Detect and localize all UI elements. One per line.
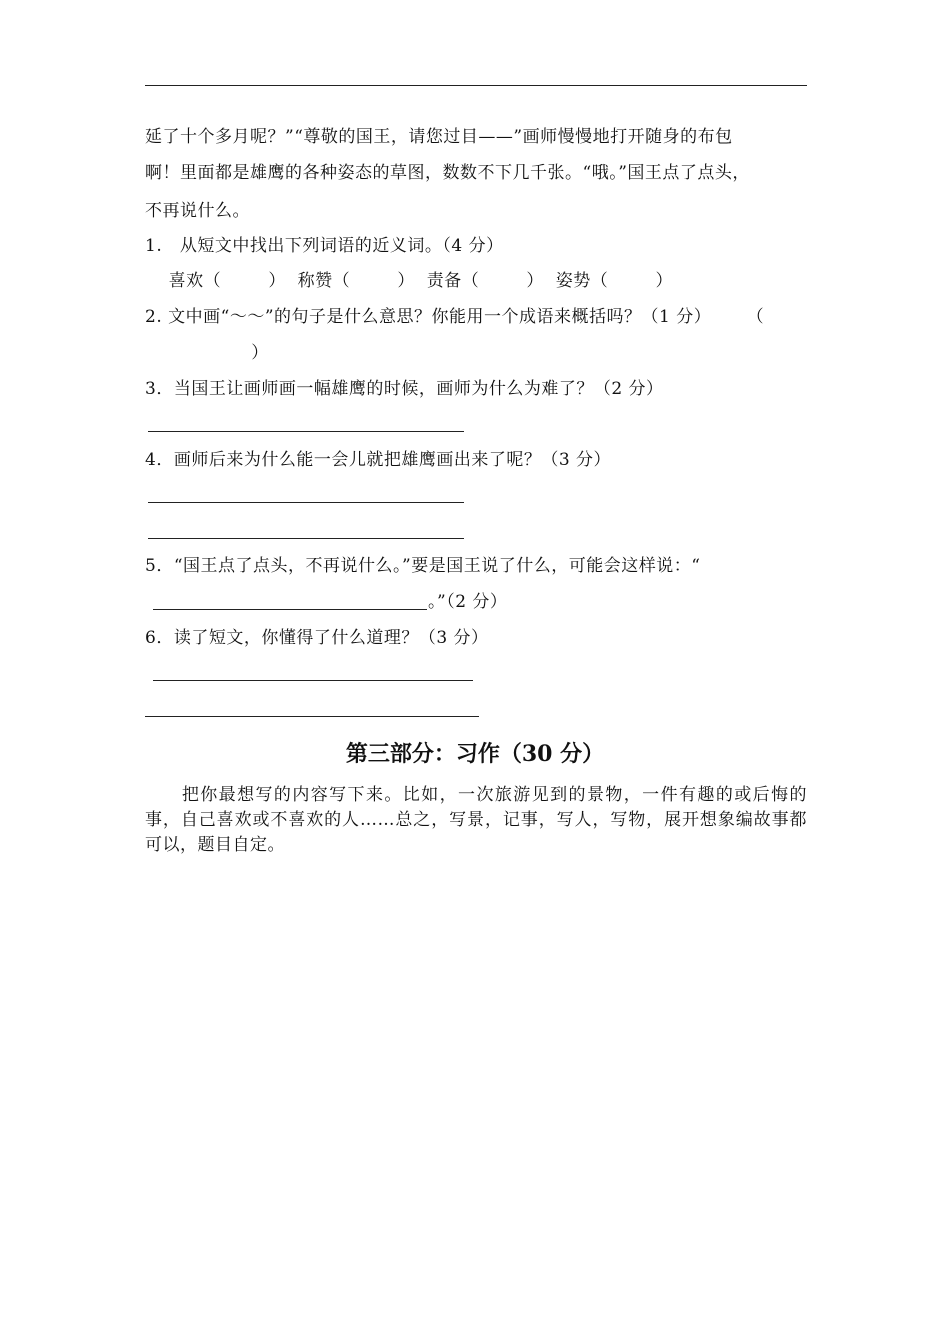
question-2-answer-bracket: ） bbox=[145, 343, 269, 363]
section-3-title: 第三部分：习作（30 分） bbox=[345, 741, 605, 767]
answer-line-q4-2[interactable] bbox=[148, 538, 464, 539]
passage-line-3: 不再说什么。 bbox=[145, 201, 250, 221]
question-6: 6．读了短文，你懂得了什么道理？（3 分） bbox=[145, 628, 489, 648]
answer-line-q3[interactable] bbox=[148, 431, 464, 432]
answer-line-q4-1[interactable] bbox=[148, 502, 464, 503]
composition-prompt: 把你最想写的内容写下来。比如，一次旅游见到的景物，一件有趣的或后悔的事，自己喜欢或不喜欢的人……总之，写景，记事，写人，写物，展开想象编故事都可以，题目自定。 bbox=[145, 785, 807, 855]
question-1-words: 喜欢（ ） 称赞（ ） 责备（ ） 姿势（ ） bbox=[145, 271, 673, 291]
passage-line-2: 啊！里面都是雄鹰的各种姿态的草图，数数不下几千张。“哦。”国王点了点头， bbox=[145, 163, 750, 183]
header-rule bbox=[145, 85, 807, 86]
answer-line-q5[interactable] bbox=[153, 609, 427, 610]
question-3: 3．当国王让画师画一幅雄鹰的时候，画师为什么为难了？（2 分） bbox=[145, 379, 664, 399]
passage-line-1: 延了十个多月呢？”“尊敬的国王，请您过目——”画师慢慢地打开随身的布包 bbox=[145, 127, 733, 147]
question-4: 4．画师后来为什么能一会儿就把雄鹰画出来了呢？（3 分） bbox=[145, 450, 612, 470]
answer-line-q6-1[interactable] bbox=[153, 680, 473, 681]
question-2: 2. 文中画“～～”的句子是什么意思？你能用一个成语来概括吗？（1 分） （ bbox=[145, 307, 765, 327]
question-1: 1. 从短文中找出下列词语的近义词。（4 分） bbox=[145, 236, 504, 256]
question-5-end: 。”（2 分） bbox=[428, 592, 508, 612]
question-5: 5．“国王点了点头，不再说什么。”要是国王说了什么，可能会这样说：“ bbox=[145, 556, 701, 576]
answer-line-q6-2[interactable] bbox=[145, 716, 479, 717]
